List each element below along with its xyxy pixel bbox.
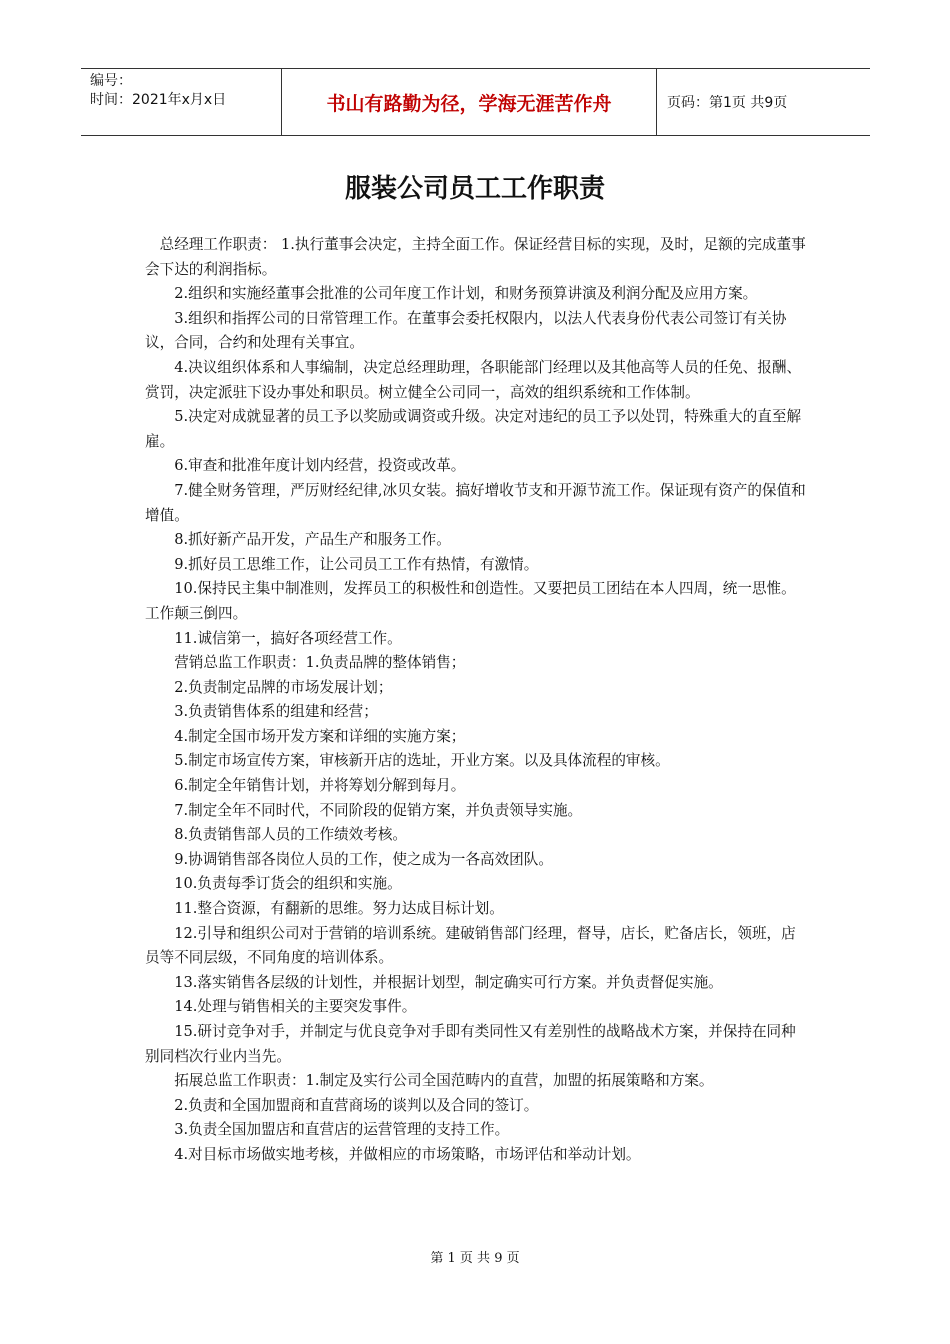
paragraph: 11.诚信第一，搞好各项经营工作。 xyxy=(174,629,402,647)
paragraph: 4.制定全国市场开发方案和详细的实施方案； xyxy=(174,727,466,745)
paragraph: 13.落实销售各层级的计划性，并根据计划型，制定确实可行方案。并负责督促实施。 xyxy=(174,973,723,991)
header-page-info: 页码：第1页 共9页 xyxy=(667,95,788,111)
paragraph: 拓展总监工作职责：1.制定及实行公司全国范畴内的直营，加盟的拓展策略和方案。 xyxy=(174,1072,714,1090)
document-time-label: 时间：2021年x月x日 xyxy=(90,92,227,108)
paragraph: 3.组织和指挥公司的日常管理工作。在董事会委托权限内，以法人代表身份代表公司签订有关协议，合同，合约和处理有关事宜。 xyxy=(145,309,787,352)
document-body xyxy=(145,233,807,1168)
paragraph: 6.制定全年销售计划，并将筹划分解到每月。 xyxy=(174,777,466,795)
paragraph: 5.决定对成就显著的员工予以奖励或调资或升级。决定对违纪的员工予以处罚，特殊重大的直至解雇。 xyxy=(145,408,802,450)
paragraph: 5.制定市场宣传方案，审核新开店的选址，开业方案。以及具体流程的审核。 xyxy=(174,752,670,770)
paragraph: 6.审查和批准年度计划内经营，投资或改革。 xyxy=(174,457,466,475)
document-number-label: 编号： xyxy=(90,73,132,89)
paragraph: 2.负责和全国加盟商和直营商场的谈判以及合同的签订。 xyxy=(174,1096,539,1114)
paragraph: 2.负责制定品牌的市场发展计划； xyxy=(174,678,393,696)
document-title: 服装公司员工工作职责 xyxy=(344,174,605,204)
header-meta xyxy=(81,69,281,135)
paragraph: 12.引导和组织公司对于营销的培训系统。建破销售部门经理，督导，店长，贮备店长，领班，店员等不同层级，不同角度的培训体系。 xyxy=(145,924,796,967)
paragraph: 15.研讨竞争对手，并制定与优良竞争对手即有类同性又有差别性的战略战术方案，并保持在同种别同档次行业内当先。 xyxy=(145,1023,796,1065)
page-footer: 第 1 页 共 9 页 xyxy=(430,1251,520,1266)
paragraph: 14.处理与销售相关的主要突发事件。 xyxy=(174,998,417,1016)
page-header xyxy=(81,68,870,136)
header-motto: 书山有路勤为径，学海无涯苦作舟 xyxy=(281,69,657,135)
paragraph: 4.决议组织体系和人事编制，决定总经理助理，各职能部门经理以及其他高等人员的任免、报酬、赏罚，决定派驻下设办事处和职员。树立健全公司同一，高效的组织系统和工作体制。 xyxy=(145,358,802,401)
paragraph: 8.抓好新产品开发，产品生产和服务工作。 xyxy=(174,531,451,549)
paragraph: 7.制定全年不同时代，不同阶段的促销方案，并负责领导实施。 xyxy=(174,801,583,819)
paragraph: 7.健全财务管理，严厉财经纪律,冰贝女装。搞好增收节支和开源节流工作。保证现有资产的保值和增值。 xyxy=(145,481,806,524)
paragraph: 2.组织和实施经董事会批准的公司年度工作计划，和财务预算讲演及利润分配及应用方案。 xyxy=(174,285,758,303)
paragraph: 8.负责销售部人员的工作绩效考核。 xyxy=(174,826,408,844)
paragraph: 营销总监工作职责：1.负责品牌的整体销售； xyxy=(174,654,466,672)
paragraph: 3.负责全国加盟店和直营店的运营管理的支持工作。 xyxy=(174,1121,510,1139)
paragraph: 总经理工作职责： 1.执行董事会决定，主持全面工作。保证经营目标的实现，及时，足额的完成董事会下达的利润指标。 xyxy=(145,236,806,278)
paragraph: 9.抓好员工思维工作，让公司员工工作有热情，有激情。 xyxy=(174,555,539,573)
paragraph: 9.协调销售部各岗位人员的工作，使之成为一各高效团队。 xyxy=(174,850,553,868)
paragraph: 4.对目标市场做实地考核，并做相应的市场策略，市场评估和举动计划。 xyxy=(174,1145,641,1163)
paragraph: 10.负责每季订货会的组织和实施。 xyxy=(174,875,402,893)
paragraph: 3.负责销售体系的组建和经营； xyxy=(174,703,378,721)
paragraph: 11.整合资源，有翻新的思维。努力达成目标计划。 xyxy=(174,900,504,918)
paragraph: 10.保持民主集中制准则，发挥员工的积极性和创造性。又要把员工团结在本人四周，统一思惟。工作颠三倒四。 xyxy=(145,580,796,622)
